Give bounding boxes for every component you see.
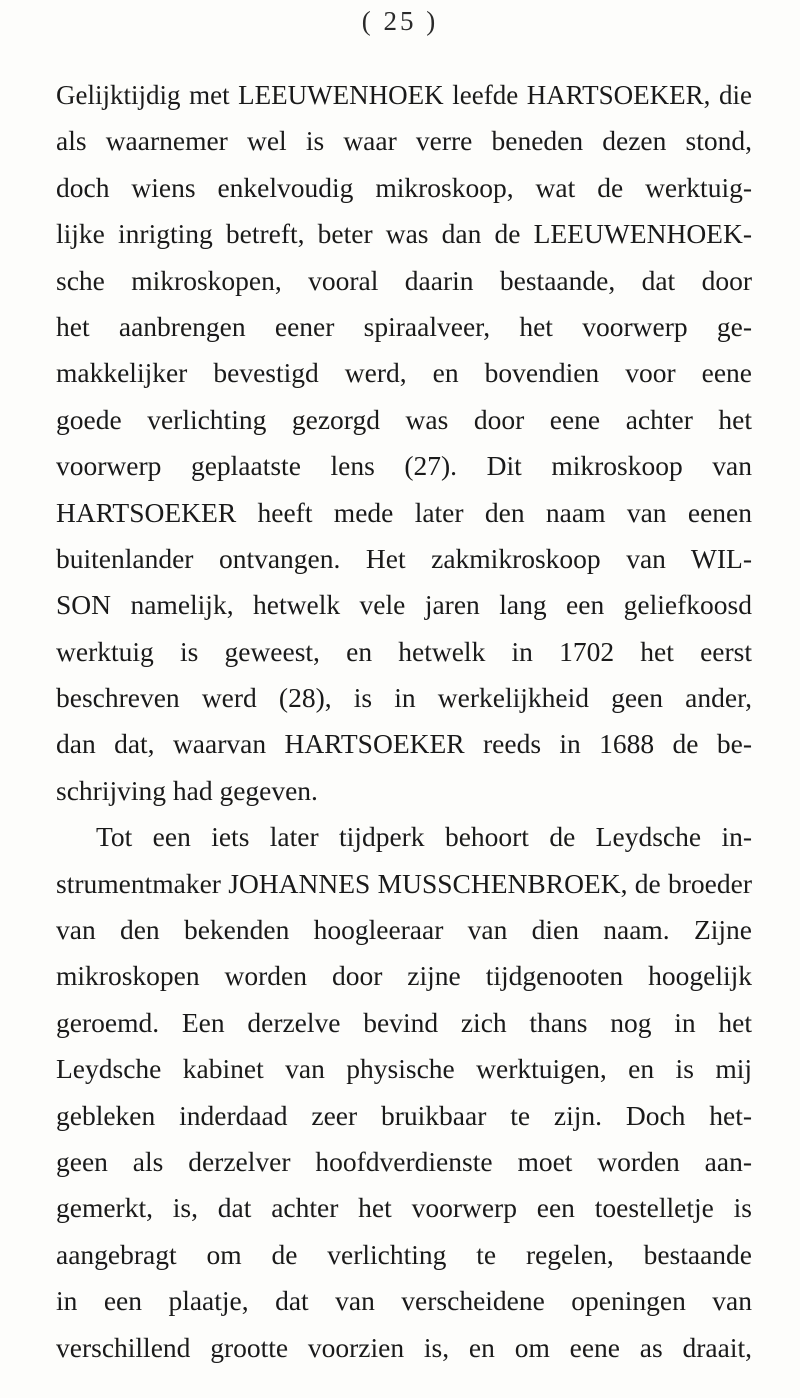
text-line: Gelijktijdig met LEEUWENHOEK leefde HARTSOEKER, die	[56, 80, 752, 110]
text-line: goede verlichting gezorgd was door eene achter het	[56, 403, 752, 435]
text-line: Tot een iets later tijdperk behoort de Leydsche in-	[96, 821, 752, 853]
text-line: strumentmaker JOHANNES MUSSCHENBROEK, de broeder	[56, 867, 752, 899]
text-line: buitenlander ontvangen. Het zakmikroskoop van WIL-	[56, 542, 752, 574]
text-line: lijke inrigting betreft, beter was dan de LEEUWENHOEK-	[56, 218, 752, 250]
text-line: geroemd. Een derzelve bevind zich thans nog in het	[56, 1006, 752, 1038]
text-line: beschreven werd (28), is in werkelijkheid geen ander,	[56, 682, 752, 714]
text-line: gemerkt, is, dat achter het voorwerp een toestelletje is	[56, 1192, 752, 1224]
text-line: Leydsche kabinet van physische werktuigen, en is mij	[56, 1053, 752, 1085]
text-line: gebleken inderdaad zeer bruikbaar te zijn. Doch het-	[56, 1099, 752, 1131]
page-number: ( 25 )	[361, 6, 439, 36]
text-line: sche mikroskopen, vooral daarin bestaande, dat door	[56, 264, 752, 296]
text-line: makkelijker bevestigd werd, en bovendien voor eene	[56, 357, 752, 389]
text-line: aangebragt om de verlichting te regelen, bestaande	[56, 1238, 752, 1270]
text-line: mikroskopen worden door zijne tijdgenooten hoogelijk	[56, 960, 752, 992]
text-line: verschillend grootte voorzien is, en om eene as draait,	[56, 1331, 752, 1363]
text-line: schrijving had gegeven.	[56, 774, 318, 806]
text-line: als waarnemer wel is waar verre beneden dezen stond,	[56, 125, 752, 157]
text-line: voorwerp geplaatste lens (27). Dit mikroskoop van	[56, 450, 752, 482]
text-line: HARTSOEKER heeft mede later den naam van eenen	[56, 496, 752, 528]
text-line: doch wiens enkelvoudig mikroskoop, wat de werktuig-	[56, 171, 752, 203]
text-line: werktuig is geweest, en hetwelk in 1702 het eerst	[56, 635, 752, 667]
text-line: het aanbrengen eener spiraalveer, het voorwerp ge-	[56, 310, 752, 342]
text-line: geen als derzelver hoofdverdienste moet worden aan-	[56, 1145, 752, 1177]
text-line: SON namelijk, hetwelk vele jaren lang een geliefkoosd	[56, 589, 752, 621]
text-line: in een plaatje, dat van verscheidene openingen van	[56, 1285, 752, 1317]
text-line: van den bekenden hoogleeraar van dien naam. Zijne	[56, 914, 752, 946]
text-line: dan dat, waarvan HARTSOEKER reeds in 1688 de be-	[56, 728, 752, 760]
body-text	[56, 72, 752, 1371]
